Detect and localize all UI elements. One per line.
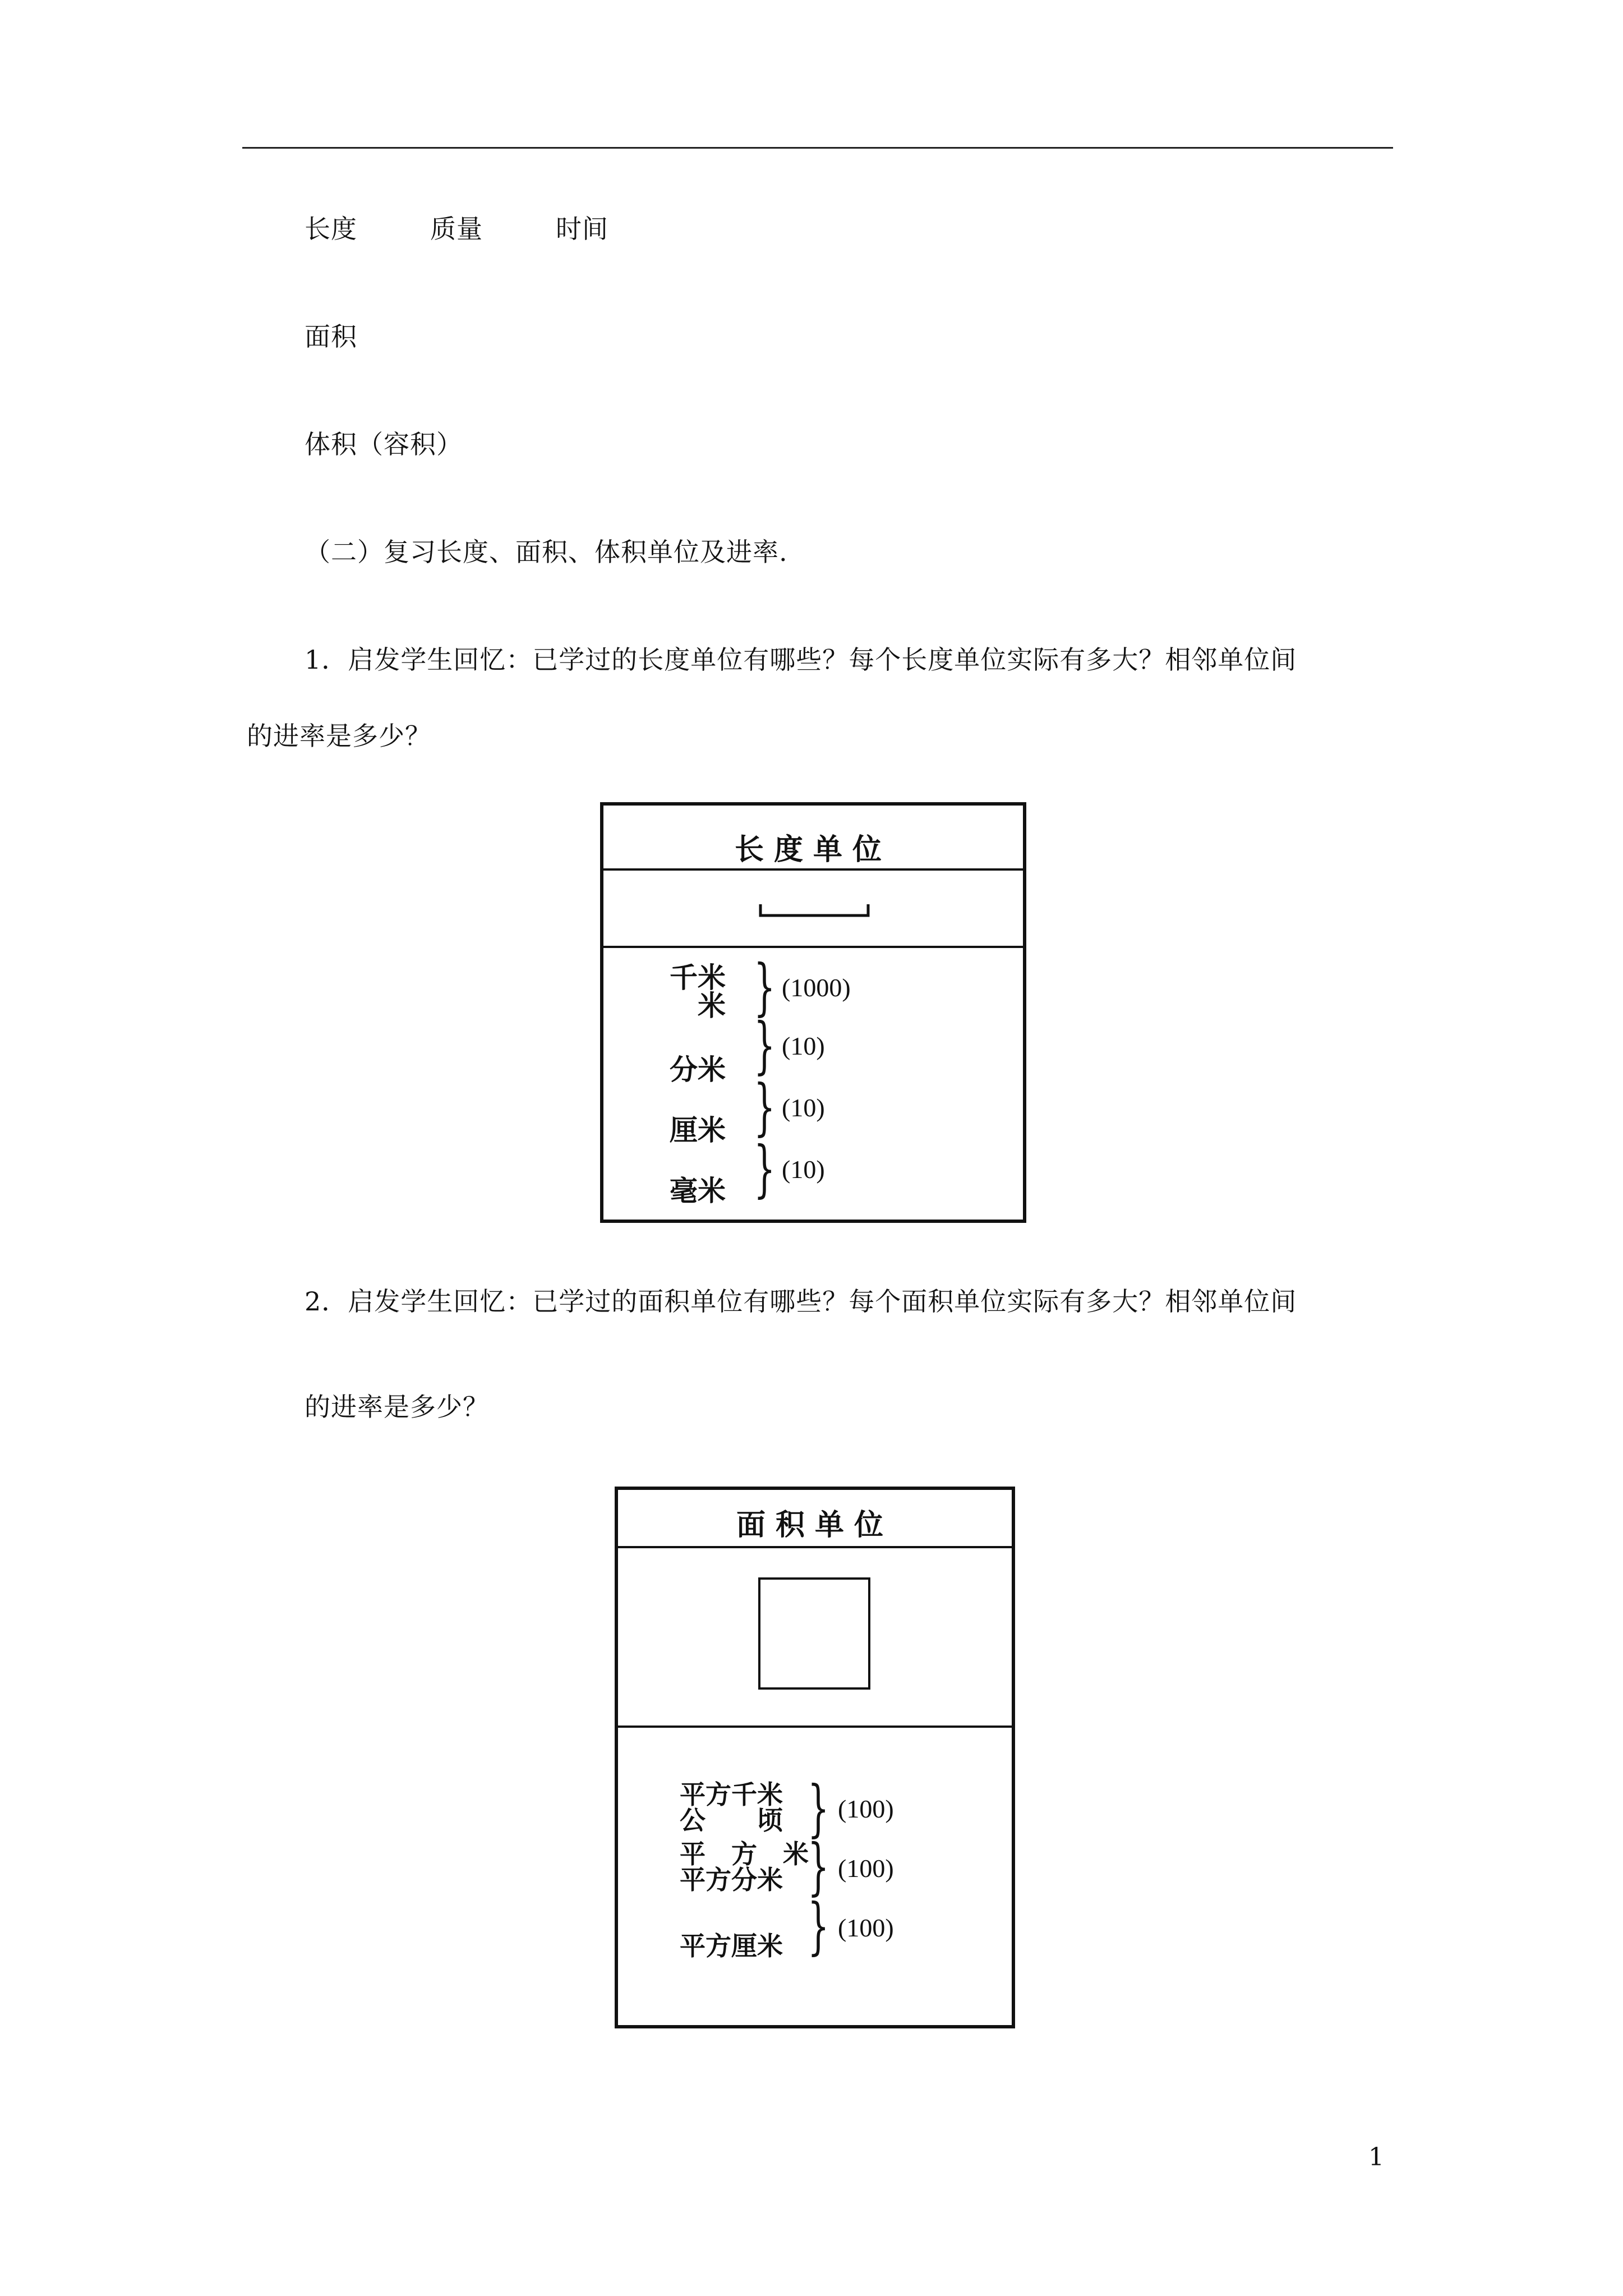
- brace-icon: }: [754, 1009, 776, 1081]
- question-2-line-1: 2．启发学生回忆：已学过的面积单位有哪些？每个面积单位实际有多大？相邻单位间: [305, 1286, 1297, 1317]
- brace-icon: }: [754, 1071, 776, 1143]
- unit-centimeter: 厘米: [670, 1114, 726, 1147]
- category-length: 长度: [305, 214, 357, 244]
- rate-sqkm-ha: (100): [838, 1795, 894, 1823]
- rate-m-dm: (10): [782, 1032, 825, 1060]
- question-1-line-1: 1．启发学生回忆：已学过的长度单位有哪些？每个长度单位实际有多大？相邻单位间: [305, 645, 1297, 675]
- category-time: 时间: [556, 214, 608, 244]
- brace-icon: }: [754, 951, 776, 1023]
- unit-square-centimeter: 平方厘米: [680, 1931, 783, 1961]
- area-box-divider-top: [618, 1546, 1012, 1548]
- category-volume: 体积（容积）: [305, 429, 463, 459]
- length-box-divider-top: [603, 868, 1023, 871]
- header-rule: [242, 147, 1393, 149]
- question-1-line-2: 的进率是多少？: [247, 721, 431, 751]
- rate-dm-cm: (10): [782, 1093, 825, 1122]
- area-box-title: 面积单位: [736, 1508, 893, 1542]
- question-2-line-2: 的进率是多少？: [305, 1392, 489, 1422]
- length-box-divider-bottom: [603, 946, 1023, 948]
- category-mass: 质量: [430, 214, 483, 244]
- unit-square-icon: [758, 1577, 870, 1690]
- unit-meter: 米: [698, 990, 726, 1022]
- unit-millimeter: 毫米: [670, 1175, 726, 1207]
- unit-square-meter: 平 方 米: [680, 1839, 809, 1869]
- unit-hectare: 公 顷: [680, 1805, 783, 1835]
- rate-sqdm-sqcm: (100): [838, 1913, 894, 1942]
- unit-decimeter: 分米: [670, 1053, 726, 1086]
- category-area: 面积: [305, 321, 357, 352]
- length-units-box: [600, 802, 1026, 1223]
- section-heading: （二）复习长度、面积、体积单位及进率.: [305, 537, 788, 567]
- unit-kilometer: 千米: [670, 961, 726, 994]
- rate-cm-mm: (10): [782, 1155, 825, 1184]
- brace-icon: }: [808, 1830, 829, 1902]
- rate-sqm-sqdm: (100): [838, 1854, 894, 1883]
- brace-icon: }: [808, 1890, 829, 1962]
- category-row-1: [305, 212, 608, 246]
- page-number: 1: [1368, 2143, 1384, 2171]
- unit-square-decimeter: 平方分米: [680, 1865, 783, 1895]
- area-units-box: [615, 1487, 1015, 2028]
- area-box-divider-bottom: [618, 1726, 1012, 1728]
- brace-icon: }: [754, 1133, 776, 1204]
- unit-square-kilometer: 平方千米: [680, 1779, 783, 1810]
- brace-icon: }: [808, 1772, 829, 1844]
- ruler-segment-icon: [758, 902, 870, 919]
- length-box-title: 长度单位: [734, 833, 892, 867]
- rate-km-m: (1000): [782, 973, 851, 1002]
